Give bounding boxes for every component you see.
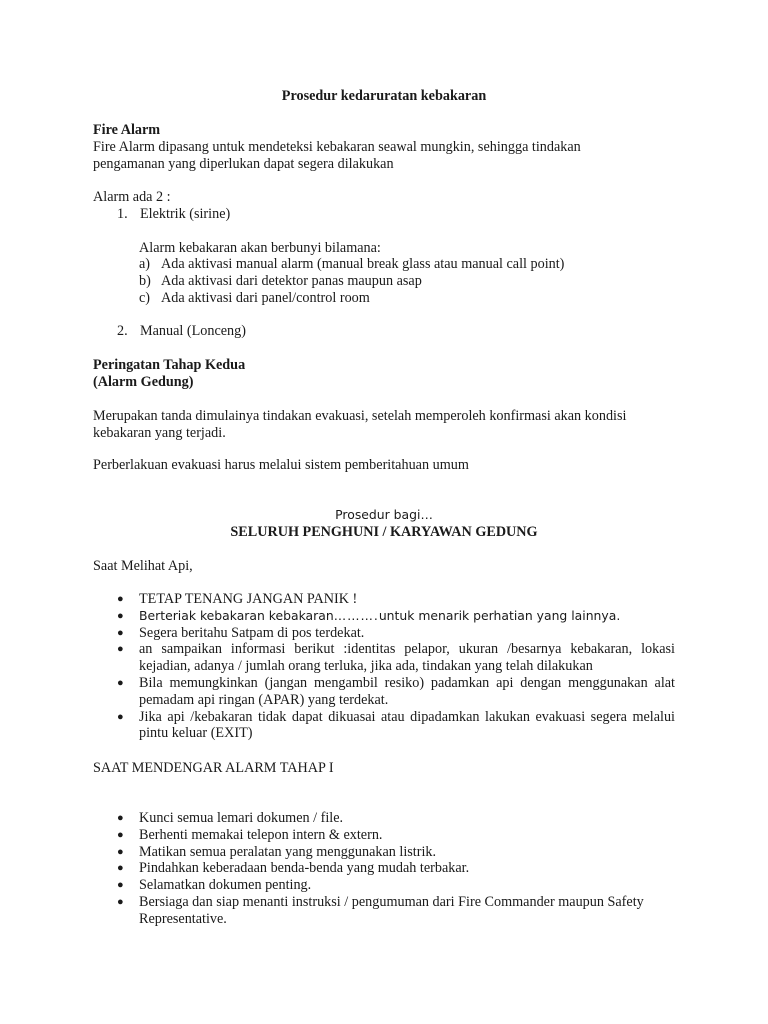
list-item [139, 256, 679, 273]
bullet-icon: ● [117, 609, 124, 622]
list-marker: a) [139, 256, 151, 272]
list-item [117, 641, 675, 675]
list-item-text: an sampaikan informasi berikut :identitas pelapor, ukuran /besarnya kebakaran, lokasi kejadian, adanya / jumlah orang terluka, jika ada, tindakan yang telah dilakukan [139, 641, 675, 675]
evacuation-paragraph: Merupakan tanda dimulainya tindakan evakuasi, setelah memperoleh konfirmasi akan kondisi kebakaran yang terjadi. [93, 408, 627, 441]
bullet-icon: ● [117, 676, 124, 689]
list-item-text: Matikan semua peralatan yang menggunakan listrik. [139, 843, 437, 860]
bullet-icon: ● [117, 828, 124, 841]
bullet-icon: ● [117, 710, 124, 723]
alarm-actions-list [117, 810, 675, 928]
list-item-text: Bersiaga dan siap menanti instruksi / pengumuman dari Fire Commander maupun Safety Representative. [139, 893, 644, 927]
procedure-line [93, 507, 675, 524]
list-item-text: Berhenti memakai telepon intern & extern. [139, 826, 383, 843]
list-item-tail: untuk menarik perhatian yang lainnya. [378, 607, 621, 623]
list-item [117, 810, 675, 827]
list-item [117, 893, 675, 928]
list-item-text: Manual (Lonceng) [140, 323, 246, 339]
list-marker: c) [139, 289, 151, 306]
list-item [117, 877, 675, 894]
fire-alarm-heading: Fire Alarm [93, 122, 161, 138]
list-item-text: Segera beritahu Satpam di pos terdekat. [139, 624, 365, 641]
list-item [117, 674, 675, 709]
list-item-text: Ada aktivasi dari panel/control room [161, 289, 370, 306]
list-item [117, 708, 675, 743]
list-number: 2. [117, 323, 128, 339]
list-marker: b) [139, 272, 151, 289]
list-item-text: Ada aktivasi dari detektor panas maupun asap [161, 272, 422, 289]
procedure-heading: SELURUH PENGHUNI / KARYAWAN GEDUNG [230, 524, 538, 540]
list-item [139, 273, 679, 290]
list-number: 1. [117, 206, 128, 222]
alarm-conditions-intro: Alarm kebakaran akan berbunyi bilamana: [139, 240, 381, 256]
list-item-text: Jika api /kebakaran tidak dapat dikuasai atau dipadamkan lakukan evakuasi segera melalui pintu keluar (EXIT) [139, 708, 675, 742]
list-item-text: Kunci semua lemari dokumen / file. [139, 810, 344, 826]
list-item-text: Bila memungkinkan (jangan mengambil resiko) padamkan api dengan menggunakan alat pemadam api ringan (APAR) yang terdekat. [139, 674, 675, 708]
second-stage-heading: Peringatan Tahap Kedua [93, 357, 246, 373]
list-item [117, 624, 675, 642]
bullet-icon: ● [117, 626, 124, 639]
list-item-text: TETAP TENANG JANGAN PANIK ! [139, 591, 358, 607]
list-item-text: Berteriak kebakaran kebakaran [139, 607, 334, 623]
bullet-icon: ● [117, 643, 124, 656]
procedure-label: Prosedur bagi [335, 507, 421, 522]
list-item-text: Elektrik (sirine) [140, 206, 231, 222]
list-item [117, 860, 675, 877]
list-item [117, 591, 675, 608]
announcement-paragraph: Perberlakuan evakuasi harus melalui sistem pemberitahuan umum [93, 457, 469, 473]
alarm-conditions-list [139, 256, 679, 306]
bullet-icon: ● [117, 895, 124, 908]
bullet-icon: ● [117, 879, 124, 892]
list-item-text: Selamatkan dokumen penting. [139, 877, 312, 894]
bullet-icon: ● [117, 593, 124, 605]
procedure-dots: … [420, 507, 433, 522]
list-item-text: Ada aktivasi manual alarm (manual break glass atau manual call point) [161, 256, 565, 272]
list-item-text: Pindahkan keberadaan benda-benda yang mudah terbakar. [139, 860, 470, 877]
see-fire-heading: Saat Melihat Api, [93, 558, 193, 574]
document-title: Prosedur kedaruratan kebakaran [281, 88, 487, 104]
list-item [139, 290, 679, 307]
fire-actions-list [117, 591, 675, 742]
list-item [117, 826, 675, 844]
list-item [117, 843, 675, 861]
alarm-stage-heading: SAAT MENDENGAR ALARM TAHAP I [93, 760, 334, 776]
list-item [117, 607, 675, 625]
bullet-icon: ● [117, 845, 124, 858]
bullet-icon: ● [117, 812, 124, 824]
bullet-icon: ● [117, 862, 124, 875]
second-stage-subheading: (Alarm Gedung) [93, 374, 194, 390]
ellipsis-dots: ………. [333, 607, 379, 623]
alarm-types-intro: Alarm ada 2 : [93, 189, 171, 205]
fire-alarm-paragraph: Fire Alarm dipasang untuk mendeteksi kebakaran seawal mungkin, sehingga tindakan pengamanan yang diperlukan dapat segera dilakukan [93, 139, 581, 172]
